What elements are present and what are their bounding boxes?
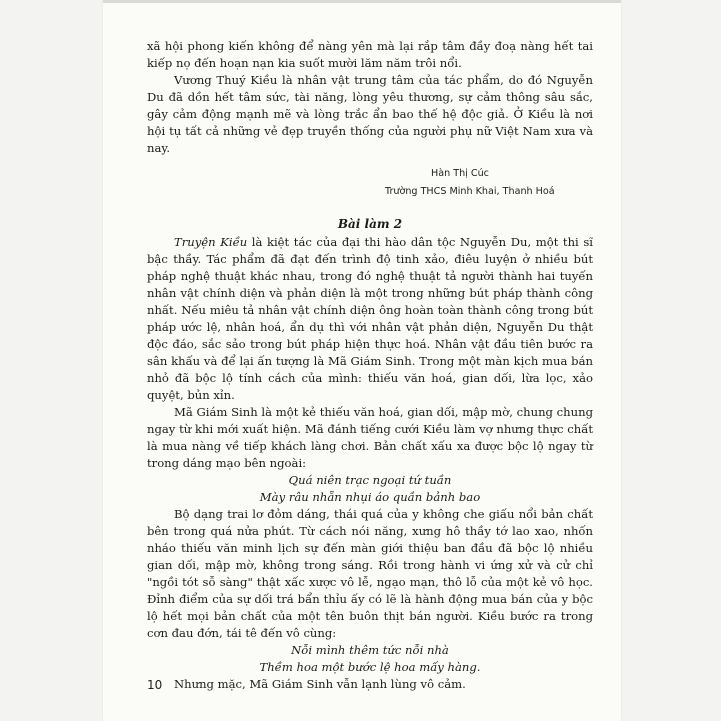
- paragraph-continued: xã hội phong kiến không để nàng yên mà lại rắp tâm đầy đoạ nàng hết tai kiếp nọ đến hoạn nạn kia suốt mười lăm năm trôi nổi.: [147, 39, 593, 70]
- signature-author: Hàn Thị Cúc: [431, 168, 489, 179]
- verse-line: Quá niên trạc ngoại tứ tuần: [288, 473, 452, 487]
- page-content: [147, 38, 593, 693]
- paragraph-behavior: Bộ dạng trai lơ đỏm dáng, thái quá của y không che giấu nổi bản chất bên trong quá nửa phút. Từ cách nói năng, xưng hô thầy tớ lao xao, nhốn nháo thiếu văn minh lịch sự đến màn giới thiệu ban đầu đã bộc lộ nhiều gian dối, mập mờ, không trong sáng. Rồi trong hành vi ứng xử và cử chỉ "ngồi tót sỗ sàng" thật xấc xược vô lễ, ngạo mạn, thô lỗ của một kẻ vô học. Đỉnh điểm của sự dối trá bẩn thỉu ấy có lẽ là hành động mua bán của y bộc lộ hết mọi bản chất của một tên buôn thịt bán người. Kiều bước ra trong cơn đau đớn, tái tê đến vô cùng:: [147, 507, 593, 640]
- paragraph-intro: [147, 234, 593, 404]
- page-number: 10: [147, 678, 163, 692]
- signature-school: Trường THCS Minh Khai, Thanh Hoá: [385, 186, 555, 197]
- section-heading: Bài làm 2: [337, 217, 403, 231]
- paragraph-ma-giam-sinh: Mã Giám Sinh là một kẻ thiếu văn hoá, gian dối, mập mờ, chung chung ngay từ khi mới xuất hiện. Mã đánh tiếng cưới Kiều làm vợ nhưng thực chất là mua nàng về tiếp khách làng chơi. Bản chất xấu xa được bộc lộ ngay từ trong dáng mạo bên ngoài:: [147, 405, 593, 470]
- paragraph-intro-text: là kiệt tác của đại thi hào dân tộc Nguyễn Du, một thi sĩ bậc thầy. Tác phẩm đã đạt đến trình độ tinh xảo, điêu luyện ở nhiều bút pháp nghệ thuật khác nhau, trong đó nghệ thuật tả người thành hai tuyến nhân vật chính diện và phản diện là một trong những bút pháp thành công nhất. Nếu miêu tả nhân vật chính diện ông hoàn toàn thành công trong bút pháp ước lệ, nhân hoá, ẩn dụ thì với nhân vật phản diện, Nguyễn Du thật độc đáo, sắc sảo trong bút pháp hiện thực hoá. Nhân vật đầu tiên bước ra sân khấu và để lại ấn tượng là Mã Giám Sinh. Trong một màn kịch mua bán nhỏ đã bộc lộ tính cách của mình: thiếu văn hoá, gian dối, lừa lọc, xảo quyệt, bủn xỉn.: [147, 235, 593, 402]
- page-top-edge: [103, 0, 621, 3]
- verse-line: Thềm hoa một bước lệ hoa mấy hàng.: [259, 660, 481, 674]
- verse-line: Mày râu nhẵn nhụi áo quần bảnh bao: [259, 490, 481, 504]
- work-title: Truyện Kiều: [174, 235, 248, 249]
- book-page: [103, 0, 621, 721]
- paragraph-closing: Nhưng mặc, Mã Giám Sinh vẫn lạnh lùng vô cảm.: [174, 677, 466, 691]
- verse-line: Nỗi mình thêm tức nỗi nhà: [291, 643, 449, 657]
- paragraph-kieu-summary: Vương Thuý Kiều là nhân vật trung tâm của tác phẩm, do đó Nguyễn Du đã dồn hết tâm sức, tài năng, lòng yêu thương, sự cảm thông sâu sắc, gây cảm động mạnh mẽ và lòng trắc ẩn bao thế hệ độc giả. Ở Kiều là nơi hội tụ tất cả những vẻ đẹp truyền thống của người phụ nữ Việt Nam xưa và nay.: [147, 73, 593, 155]
